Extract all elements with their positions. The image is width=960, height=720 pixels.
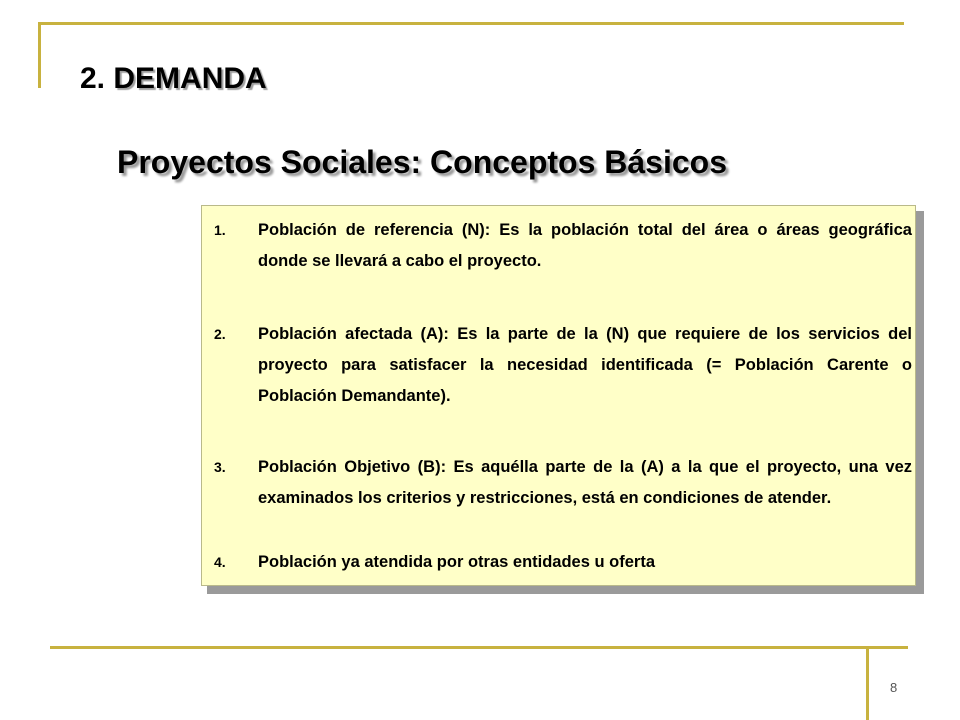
section-number: 2. — [80, 62, 106, 95]
top-left-vertical-rule — [38, 22, 41, 88]
list-item — [214, 452, 912, 514]
list-item-text: Población ya atendida por otras entidades u oferta — [258, 553, 655, 571]
bottom-horizontal-rule — [50, 646, 908, 649]
list-item-number: 4. — [214, 554, 226, 570]
slide-title — [80, 62, 267, 96]
list-item — [214, 215, 912, 277]
list-item-text: Población de referencia (N): Es la población total del área o áreas geográfica donde se llevará a cabo el proyecto. — [258, 221, 912, 270]
content-box — [201, 205, 916, 586]
bottom-vertical-rule — [866, 646, 869, 720]
list-item-number: 3. — [214, 459, 226, 475]
list-item-text: Población Objetivo (B): Es aquélla parte de la (A) a la que el proyecto, una vez examinados los criterios y restricciones, está en condiciones de atender. — [258, 458, 912, 507]
list-item — [214, 319, 912, 412]
section-title: DEMANDA — [113, 62, 267, 95]
list-item — [214, 547, 912, 578]
list-item-number: 2. — [214, 326, 226, 342]
list-item-text: Población afectada (A): Es la parte de la (N) que requiere de los servicios del proyecto para satisfacer la necesidad identificada (= Población Carente o Población Demandante). — [258, 325, 912, 405]
top-horizontal-rule — [38, 22, 904, 25]
slide-subtitle: Proyectos Sociales: Conceptos Básicos — [117, 144, 727, 180]
page-number: 8 — [890, 680, 898, 695]
list-item-number: 1. — [214, 222, 226, 238]
